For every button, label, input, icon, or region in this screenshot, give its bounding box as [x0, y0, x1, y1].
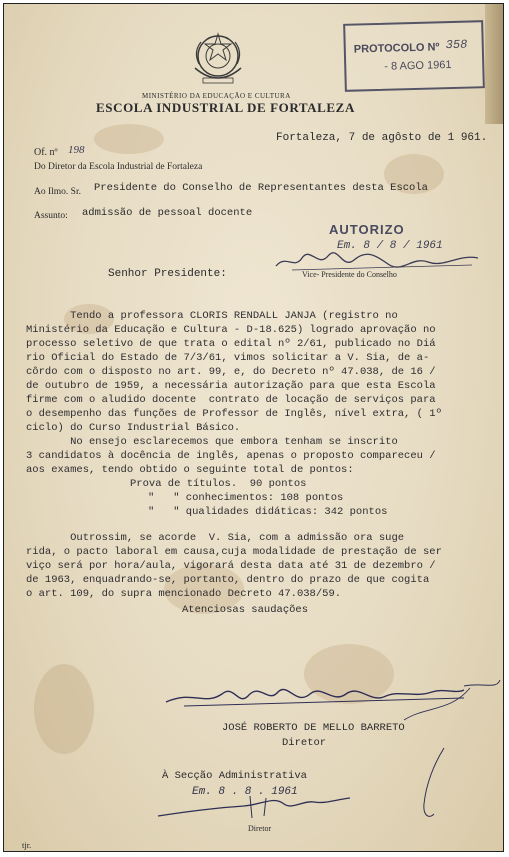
- footer-dept: À Secção Administrativa: [162, 770, 307, 782]
- body-line: rida, o pacto laboral em causa,cuja modalidade de prestação de ser: [26, 546, 442, 558]
- score-line: " " qualidades didáticas: 342 pontos: [148, 506, 388, 518]
- stamp-label: PROTOCOLO Nº: [353, 41, 440, 56]
- body-line: rio Oficial do Estado de 7/3/61, vimos solicitar a V. Sia, de a-: [26, 352, 430, 364]
- footer-signature: [154, 792, 354, 824]
- subject-value: admissão de pessoal docente: [82, 207, 253, 219]
- body-line: 3 candidatos à docência de inglês, apenas o proposto compareceu /: [26, 450, 436, 462]
- score-line: Prova de títulos. 90 pontos: [130, 478, 307, 490]
- approval-role: Vice- Presidente do Conselho: [302, 270, 397, 279]
- body-line: aos exames, tendo obtido o seguinte total de pontos:: [26, 464, 354, 476]
- body-line: de 1963, enquadrando-se, portanto, dentro do prazo de que cogita: [26, 574, 430, 586]
- approval-title: AUTORIZO: [329, 222, 405, 237]
- footer-role: Diretor: [248, 824, 272, 833]
- body-line: No ensejo esclarecemos que embora tenham se inscrito: [26, 436, 398, 448]
- folded-paper-edge: [485, 4, 503, 124]
- protocol-stamp: [343, 20, 485, 92]
- body-line: de outubro de 1959, a necessária autorização para que esta Escola: [26, 380, 436, 392]
- body-line: Ministério da Educação e Cultura - D-18.625) logrado aprovação no: [26, 324, 436, 336]
- closing: Atenciosas saudações: [182, 604, 309, 616]
- stamp-number: 358: [445, 37, 468, 53]
- stain: [34, 664, 94, 754]
- to-value: Presidente do Conselho de Representantes desta Escola: [94, 182, 428, 194]
- office-number: 198: [68, 144, 85, 156]
- signatory-name: JOSÉ ROBERTO DE MELLO BARRETO: [222, 722, 405, 734]
- body-line: o art. 109, do supra mencionado Decreto 47.038/59.: [26, 588, 342, 600]
- typist-initials: tjr.: [22, 840, 32, 850]
- place-date: Fortaleza, 7 de agôsto de 1 961.: [276, 132, 488, 144]
- body-line: Outrossim, se acorde V. Sia, com a admissão ora suge: [26, 532, 405, 544]
- office-number-label: Of. nº: [34, 147, 58, 158]
- salutation: Senhor Presidente:: [108, 268, 227, 280]
- body-line: firme com o aludido docente contrato de locação de serviços para: [26, 394, 436, 406]
- body-line: Tendo a professora CLORIS RENDALL JANJA (registro no: [26, 310, 398, 322]
- ministry-name: MINISTÉRIO DA EDUCAÇÃO E CULTURA: [142, 92, 291, 100]
- margin-mark: [404, 744, 454, 824]
- stain: [94, 124, 164, 154]
- subject-label: Assunto:: [34, 211, 68, 221]
- footer-date: Em. 8 . 8 . 1961: [192, 786, 298, 798]
- body-line: processo seletivo de que trata o edital nº 2/61, publicado no Diá: [26, 338, 436, 350]
- body-line: côrdo com o disposto no art. 99, e, do Decreto nº 47.038, de 16 /: [26, 366, 436, 378]
- body-line: o desempenho das funções de Professor de Inglês, nível extra, ( 1º: [26, 408, 442, 420]
- score-line: " " conhecimentos: 108 pontos: [148, 492, 344, 504]
- document-page: [3, 3, 504, 852]
- stamp-date: - 8 AGO 1961: [384, 59, 452, 73]
- to-label: Ao Ilmo. Sr.: [34, 187, 81, 197]
- body-line: ciclo) do Curso Industrial Básico.: [26, 422, 241, 434]
- coat-of-arms-icon: [189, 28, 247, 90]
- school-name: ESCOLA INDUSTRIAL DE FORTALEZA: [96, 100, 355, 115]
- from-line: Do Diretor da Escola Industrial de Fortaleza: [34, 162, 203, 172]
- signatory-role: Diretor: [282, 737, 327, 749]
- body-line: viço será por hora/aula, vigorará desta data até 31 de dezembro /: [26, 560, 436, 572]
- approval-date: Em. 8 / 8 / 1961: [337, 240, 443, 252]
